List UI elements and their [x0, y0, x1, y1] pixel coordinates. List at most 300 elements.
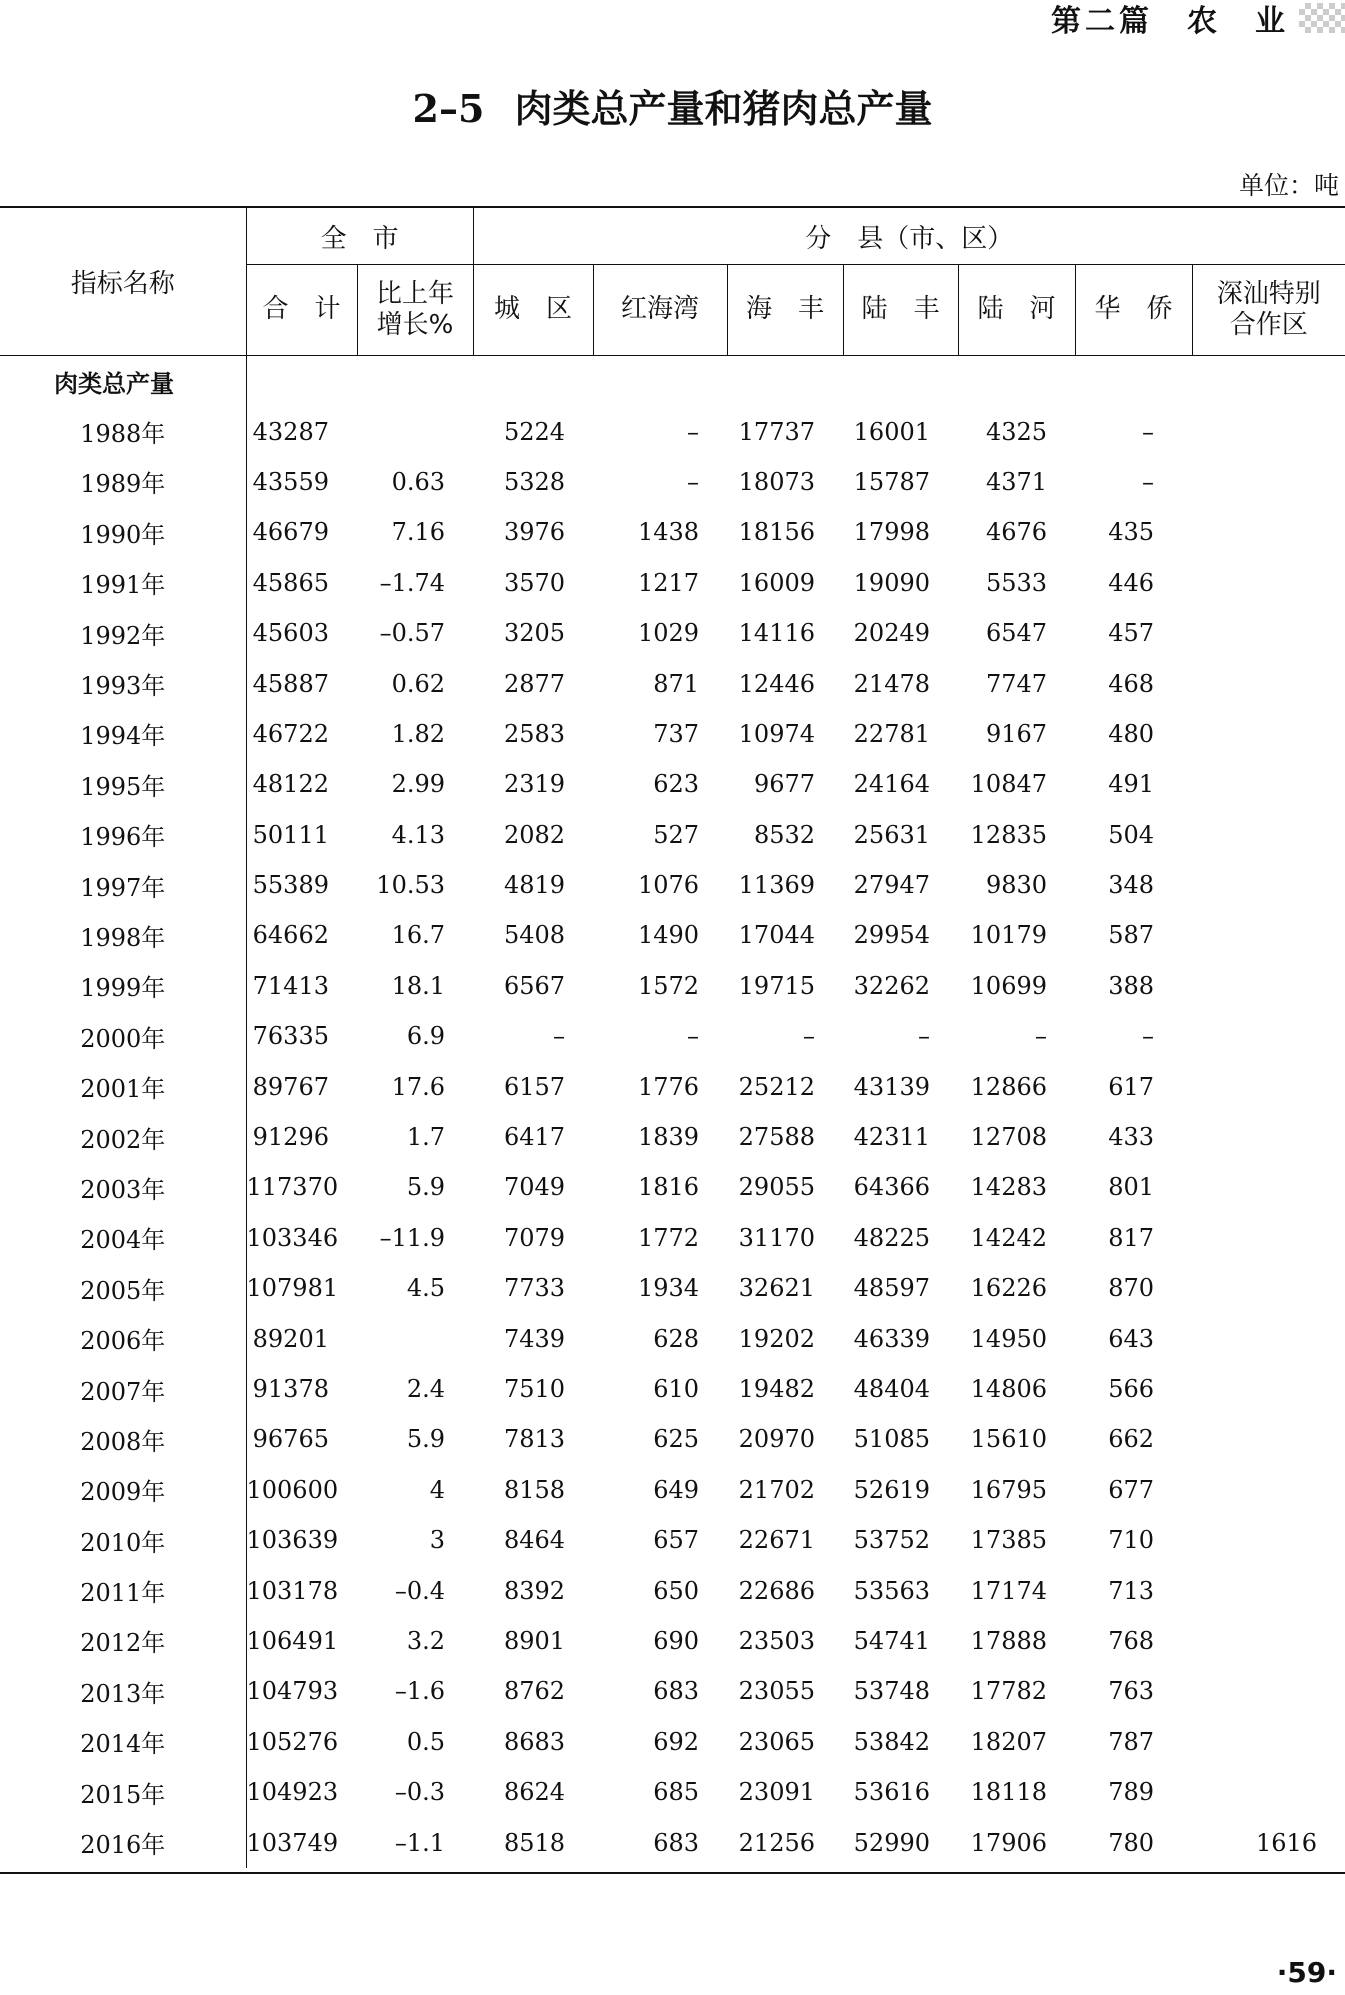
row-year: 1992年 — [0, 608, 246, 658]
cell-luhe: 17888 — [970, 1626, 1048, 1655]
cell-lufeng: 16001 — [853, 417, 931, 446]
cell-shanwei — [1192, 1364, 1345, 1414]
cell-huaqiao: – — [1142, 467, 1155, 496]
cell-huaqiao: – — [1142, 417, 1155, 446]
col-shanwei — [1192, 265, 1345, 356]
row-year: 1988年 — [0, 406, 246, 456]
cell-shanwei — [1192, 961, 1345, 1011]
cell-lufeng: 22781 — [853, 719, 931, 748]
cell-luhe: 17174 — [970, 1576, 1048, 1605]
col-growth-line1: 比上年 — [376, 278, 455, 309]
data-table — [0, 208, 1345, 1868]
section-header — [1051, 0, 1345, 39]
cell-shanwei — [1192, 558, 1345, 608]
cell-honghaiwan: 683 — [653, 1828, 700, 1857]
cell-luhe: 9830 — [985, 871, 1048, 900]
table-row — [0, 1263, 1345, 1313]
cell-shanwei — [1192, 1313, 1345, 1363]
cell-total: 103639 — [246, 1526, 339, 1555]
col-growth-line2: 增长% — [376, 310, 454, 340]
cell-luhe: 16795 — [970, 1475, 1048, 1504]
cell-haifeng: 16009 — [738, 568, 816, 597]
cell-total: 89767 — [252, 1072, 329, 1101]
row-year: 2002年 — [0, 1112, 246, 1162]
table-row — [0, 558, 1345, 608]
cell-huaqiao: 713 — [1108, 1576, 1155, 1605]
cell-honghaiwan: 1572 — [637, 971, 700, 1000]
cell-honghaiwan: 623 — [653, 770, 700, 799]
table-row — [0, 910, 1345, 960]
cell-huaqiao: 587 — [1108, 921, 1155, 950]
cell-haifeng: – — [803, 1022, 816, 1051]
cell-honghaiwan: 1076 — [637, 871, 700, 900]
cell-honghaiwan: – — [687, 1022, 700, 1051]
cell-growth: 3 — [429, 1526, 446, 1555]
cell-haifeng: 20970 — [738, 1425, 816, 1454]
cell-luhe: 18118 — [970, 1778, 1048, 1807]
cell-huaqiao: 643 — [1108, 1324, 1155, 1353]
cell-shanwei — [1192, 1011, 1345, 1061]
cell-huaqiao: 780 — [1108, 1828, 1155, 1857]
cell-total: 45603 — [252, 619, 329, 648]
section-row — [0, 356, 1345, 407]
cell-growth: 1.82 — [391, 719, 446, 748]
cell-haifeng: 9677 — [753, 770, 816, 799]
table-title: 肉类总产量和猪肉总产量 — [514, 86, 933, 131]
cell-lufeng: 52619 — [853, 1475, 931, 1504]
cell-chengqu: 8158 — [503, 1475, 566, 1504]
cell-chengqu: 2082 — [503, 820, 566, 849]
table-row — [0, 1162, 1345, 1212]
table-row — [0, 658, 1345, 708]
cell-growth: 4 — [429, 1475, 446, 1504]
cell-lufeng: 64366 — [853, 1173, 931, 1202]
cell-haifeng: 19482 — [738, 1375, 816, 1403]
table-row — [0, 1817, 1345, 1867]
col-chengqu: 城 区 — [473, 265, 593, 356]
cell-growth: 5.9 — [406, 1425, 446, 1454]
table-row — [0, 1717, 1345, 1767]
cell-chengqu: 8392 — [503, 1576, 566, 1605]
cell-honghaiwan: – — [687, 467, 700, 496]
cell-haifeng: 27588 — [738, 1123, 816, 1152]
cell-honghaiwan: 685 — [653, 1778, 700, 1807]
cell-chengqu: 7049 — [503, 1173, 566, 1202]
cell-huaqiao: 817 — [1108, 1223, 1155, 1252]
cell-lufeng: 52990 — [853, 1828, 931, 1857]
row-year: 2011年 — [0, 1565, 246, 1615]
cell-total: 46679 — [252, 518, 329, 547]
cell-growth: 3.2 — [406, 1626, 446, 1655]
cell-huaqiao: 480 — [1108, 719, 1155, 748]
cell-lufeng: 53752 — [853, 1526, 931, 1555]
cell-lufeng: – — [918, 1022, 931, 1051]
row-year: 1994年 — [0, 709, 246, 759]
cell-growth: 2.4 — [406, 1375, 446, 1403]
cell-chengqu: 7510 — [503, 1375, 566, 1403]
cell-lufeng: 53748 — [853, 1677, 931, 1706]
row-year: 2008年 — [0, 1414, 246, 1464]
cell-honghaiwan: 1934 — [637, 1274, 700, 1303]
cell-growth: –1.74 — [379, 568, 446, 597]
cell-huaqiao: 789 — [1108, 1778, 1155, 1807]
cell-total: 50111 — [252, 820, 329, 849]
cell-luhe: 14950 — [970, 1324, 1048, 1353]
cell-total: 43287 — [252, 417, 329, 446]
cell-honghaiwan: 650 — [653, 1576, 700, 1605]
cell-chengqu: 8464 — [503, 1526, 566, 1555]
cell-huaqiao: 457 — [1108, 619, 1155, 648]
cell-haifeng: 23055 — [738, 1677, 816, 1706]
cell-lufeng: 32262 — [853, 971, 931, 1000]
table-row — [0, 608, 1345, 658]
cell-haifeng: 21256 — [738, 1828, 816, 1857]
cell-lufeng: 48597 — [853, 1274, 931, 1303]
col-huaqiao: 华 侨 — [1075, 265, 1192, 356]
section-label: 第二篇 农 业 — [1051, 4, 1289, 39]
cell-lufeng: 54741 — [853, 1626, 931, 1655]
table-row — [0, 1465, 1345, 1515]
table-row — [0, 759, 1345, 809]
cell-shanwei: 1616 — [1255, 1828, 1318, 1857]
table-row — [0, 1767, 1345, 1817]
cell-shanwei — [1192, 1616, 1345, 1666]
cell-huaqiao: 491 — [1108, 770, 1155, 799]
table-row — [0, 860, 1345, 910]
cell-shanwei — [1192, 1515, 1345, 1565]
cell-luhe: 10847 — [970, 770, 1048, 799]
row-year: 2013年 — [0, 1666, 246, 1716]
cell-chengqu: 8901 — [503, 1626, 566, 1655]
cell-huaqiao: 662 — [1108, 1425, 1155, 1454]
cell-chengqu: 7079 — [503, 1223, 566, 1252]
cell-huaqiao: 446 — [1108, 568, 1155, 597]
cell-growth: 18.1 — [391, 971, 446, 1000]
cell-lufeng: 53616 — [853, 1778, 931, 1807]
col-growth — [357, 265, 473, 356]
cell-chengqu: 6157 — [503, 1072, 566, 1101]
table-row — [0, 1213, 1345, 1263]
cell-luhe: 4325 — [985, 417, 1048, 446]
cell-honghaiwan: 628 — [653, 1324, 700, 1353]
cell-honghaiwan: 871 — [653, 669, 700, 698]
table-row — [0, 457, 1345, 507]
cell-growth: 6.9 — [406, 1022, 446, 1051]
cell-shanwei — [1192, 709, 1345, 759]
cell-total: 76335 — [252, 1022, 329, 1051]
table-row — [0, 1112, 1345, 1162]
cell-honghaiwan: 1776 — [637, 1072, 700, 1101]
cell-shanwei — [1192, 810, 1345, 860]
cell-shanwei — [1192, 658, 1345, 708]
cell-total: 96765 — [252, 1425, 329, 1454]
cell-chengqu: 5328 — [503, 467, 566, 496]
cell-haifeng: 18073 — [738, 467, 816, 496]
row-year: 2015年 — [0, 1767, 246, 1817]
cell-honghaiwan: 649 — [653, 1475, 700, 1504]
cell-lufeng: 53842 — [853, 1727, 931, 1756]
cell-lufeng: 21478 — [853, 669, 931, 698]
cell-honghaiwan: 625 — [653, 1425, 700, 1454]
cell-honghaiwan: 737 — [653, 719, 700, 748]
cell-lufeng: 15787 — [853, 467, 931, 496]
cell-chengqu: 3205 — [503, 619, 566, 648]
cell-haifeng: 12446 — [738, 669, 816, 698]
cell-honghaiwan: 1217 — [637, 568, 700, 597]
cell-total: 45865 — [252, 568, 329, 597]
table-row — [0, 507, 1345, 557]
cell-honghaiwan: 1438 — [637, 518, 700, 547]
cell-growth: –0.4 — [394, 1576, 446, 1605]
cell-total: 103749 — [246, 1828, 339, 1857]
cell-total: 46722 — [252, 719, 329, 748]
table-row — [0, 1414, 1345, 1464]
cell-luhe: 12835 — [970, 820, 1048, 849]
cell-shanwei — [1192, 759, 1345, 809]
group-city: 全 市 — [246, 208, 473, 265]
cell-growth: 0.5 — [406, 1727, 446, 1756]
row-year: 2016年 — [0, 1817, 246, 1867]
cell-luhe: 15610 — [970, 1425, 1048, 1454]
row-year: 1989年 — [0, 457, 246, 507]
row-year: 2009年 — [0, 1465, 246, 1515]
cell-haifeng: 19202 — [738, 1324, 816, 1353]
cell-total: 89201 — [252, 1324, 329, 1353]
cell-growth: 0.62 — [391, 669, 446, 698]
cell-chengqu: 5408 — [503, 921, 566, 950]
cell-luhe: 14283 — [970, 1173, 1048, 1202]
cell-luhe: 12866 — [970, 1072, 1048, 1101]
row-year: 1991年 — [0, 558, 246, 608]
cell-huaqiao: 435 — [1108, 518, 1155, 547]
cell-shanwei — [1192, 1565, 1345, 1615]
cell-growth: 0.63 — [391, 467, 446, 496]
cell-shanwei — [1192, 1465, 1345, 1515]
cell-shanwei — [1192, 406, 1345, 456]
cell-huaqiao: 617 — [1108, 1072, 1155, 1101]
cell-haifeng: 8532 — [753, 820, 816, 849]
cell-huaqiao: 566 — [1108, 1375, 1155, 1403]
table-row — [0, 1061, 1345, 1111]
cell-total: 71413 — [252, 971, 329, 1000]
cell-total: 107981 — [246, 1274, 339, 1303]
cell-luhe: 9167 — [985, 719, 1048, 748]
cell-growth: –11.9 — [379, 1223, 446, 1252]
row-year: 1996年 — [0, 810, 246, 860]
table-row — [0, 1565, 1345, 1615]
cell-luhe: 10699 — [970, 971, 1048, 1000]
cell-haifeng: 17044 — [738, 921, 816, 950]
col-lufeng: 陆 丰 — [843, 265, 958, 356]
cell-haifeng: 29055 — [738, 1173, 816, 1202]
cell-growth: 7.16 — [391, 518, 446, 547]
row-year: 2001年 — [0, 1061, 246, 1111]
cell-haifeng: 21702 — [738, 1475, 816, 1504]
cell-huaqiao: 388 — [1108, 971, 1155, 1000]
cell-luhe: 4676 — [985, 518, 1048, 547]
cell-total: 105276 — [246, 1727, 339, 1756]
cell-shanwei — [1192, 860, 1345, 910]
cell-haifeng: 25212 — [738, 1072, 816, 1101]
cell-luhe: 14806 — [970, 1375, 1048, 1403]
table-row — [0, 1515, 1345, 1565]
cell-haifeng: 14116 — [738, 619, 816, 648]
cell-chengqu: 5224 — [503, 417, 566, 446]
cell-luhe: 10179 — [970, 921, 1048, 950]
cell-total: 91378 — [252, 1375, 329, 1403]
cell-total: 43559 — [252, 467, 329, 496]
cell-shanwei — [1192, 1061, 1345, 1111]
cell-chengqu: 2877 — [503, 669, 566, 698]
cell-honghaiwan: 1490 — [637, 921, 700, 950]
table-row — [0, 1313, 1345, 1363]
cell-huaqiao: 801 — [1108, 1173, 1155, 1202]
cell-total: 91296 — [252, 1123, 329, 1152]
cell-growth: –1.1 — [394, 1828, 446, 1857]
cell-chengqu: 4819 — [503, 871, 566, 900]
cell-growth: 4.13 — [391, 820, 446, 849]
cell-chengqu: 2319 — [503, 770, 566, 799]
cell-total: 106491 — [246, 1626, 339, 1655]
table-row — [0, 810, 1345, 860]
cell-chengqu: 6567 — [503, 971, 566, 1000]
cell-lufeng: 19090 — [853, 568, 931, 597]
cell-luhe: 7747 — [985, 669, 1048, 698]
cell-lufeng: 25631 — [853, 820, 931, 849]
cell-luhe: 17906 — [970, 1828, 1048, 1857]
cell-total: 48122 — [252, 770, 329, 799]
page-number: ·59· — [1276, 1956, 1337, 1989]
row-year: 1990年 — [0, 507, 246, 557]
row-year: 2014年 — [0, 1717, 246, 1767]
row-year: 2010年 — [0, 1515, 246, 1565]
cell-growth: 1.7 — [406, 1123, 446, 1152]
cell-lufeng: 27947 — [853, 871, 931, 900]
cell-luhe: – — [1035, 1022, 1048, 1051]
cell-chengqu: 6417 — [503, 1123, 566, 1152]
col-luhe: 陆 河 — [958, 265, 1075, 356]
cell-chengqu: – — [553, 1022, 566, 1051]
cell-haifeng: 22671 — [738, 1526, 816, 1555]
cell-lufeng: 48404 — [853, 1375, 931, 1403]
row-year: 2012年 — [0, 1616, 246, 1666]
cell-lufeng: 46339 — [853, 1324, 931, 1353]
cell-haifeng: 22686 — [738, 1576, 816, 1605]
cell-lufeng: 53563 — [853, 1576, 931, 1605]
cell-honghaiwan: 1029 — [637, 619, 700, 648]
cell-chengqu: 3570 — [503, 568, 566, 597]
row-year: 2004年 — [0, 1213, 246, 1263]
cell-haifeng: 23503 — [738, 1626, 816, 1655]
row-year: 1997年 — [0, 860, 246, 910]
cell-haifeng: 11369 — [738, 871, 816, 900]
cell-shanwei — [1192, 1162, 1345, 1212]
row-year: 1995年 — [0, 759, 246, 809]
cell-luhe: 4371 — [985, 467, 1048, 496]
cell-shanwei — [1192, 1213, 1345, 1263]
table-row — [0, 709, 1345, 759]
cell-huaqiao: – — [1142, 1022, 1155, 1051]
cell-huaqiao: 468 — [1108, 669, 1155, 698]
row-year: 2006年 — [0, 1313, 246, 1363]
cell-lufeng: 29954 — [853, 921, 931, 950]
page-title — [0, 78, 1345, 133]
cell-growth — [357, 1313, 473, 1363]
cell-lufeng: 51085 — [853, 1425, 931, 1454]
cell-chengqu: 7439 — [503, 1324, 566, 1353]
cell-lufeng: 17998 — [853, 518, 931, 547]
row-year: 2007年 — [0, 1364, 246, 1414]
cell-total: 64662 — [252, 921, 329, 950]
cell-shanwei — [1192, 1112, 1345, 1162]
cell-huaqiao: 348 — [1108, 871, 1155, 900]
col-shanwei-line1: 深汕特别 — [1216, 278, 1321, 309]
cell-luhe: 12708 — [970, 1123, 1048, 1152]
cell-shanwei — [1192, 1717, 1345, 1767]
cell-shanwei — [1192, 608, 1345, 658]
cell-haifeng: 23091 — [738, 1778, 816, 1807]
table-row — [0, 1616, 1345, 1666]
cell-total: 117370 — [246, 1173, 339, 1202]
cell-luhe: 16226 — [970, 1274, 1048, 1303]
col-haifeng: 海 丰 — [727, 265, 843, 356]
row-header: 指标名称 — [0, 208, 246, 356]
cell-haifeng: 17737 — [738, 417, 816, 446]
cell-luhe: 17782 — [970, 1677, 1048, 1706]
cell-luhe: 6547 — [985, 619, 1048, 648]
cell-chengqu: 2583 — [503, 719, 566, 748]
unit-label: 单位：吨 — [1238, 171, 1339, 200]
col-honghaiwan: 红海湾 — [593, 265, 727, 356]
cell-luhe: 14242 — [970, 1223, 1048, 1252]
cell-shanwei — [1192, 507, 1345, 557]
cell-honghaiwan: 1772 — [637, 1223, 700, 1252]
cell-honghaiwan: – — [687, 417, 700, 446]
cell-total: 55389 — [252, 871, 329, 900]
cell-growth — [357, 406, 473, 456]
cell-huaqiao: 768 — [1108, 1626, 1155, 1655]
cell-huaqiao: 677 — [1108, 1475, 1155, 1504]
cell-chengqu: 8518 — [503, 1828, 566, 1857]
table-row — [0, 1364, 1345, 1414]
table-row — [0, 1666, 1345, 1716]
cell-luhe: 5533 — [985, 568, 1048, 597]
cell-total: 100600 — [246, 1475, 339, 1504]
row-year: 2003年 — [0, 1162, 246, 1212]
cell-honghaiwan: 690 — [653, 1626, 700, 1655]
col-total: 合 计 — [246, 265, 357, 356]
cell-growth: 5.9 — [406, 1173, 446, 1202]
cell-chengqu: 7733 — [503, 1274, 566, 1303]
table-number: 2–5 — [412, 86, 485, 131]
cell-honghaiwan: 610 — [653, 1375, 700, 1403]
cell-growth: 4.5 — [406, 1274, 446, 1303]
cell-shanwei — [1192, 457, 1345, 507]
cell-total: 104923 — [246, 1778, 339, 1807]
cell-shanwei — [1192, 1666, 1345, 1716]
cell-huaqiao: 787 — [1108, 1727, 1155, 1756]
cell-growth: 2.99 — [391, 770, 446, 799]
cell-lufeng: 24164 — [853, 770, 931, 799]
bottom-rule — [0, 1872, 1345, 1874]
cell-honghaiwan: 1839 — [637, 1123, 700, 1152]
cell-haifeng: 18156 — [738, 518, 816, 547]
cell-growth: 17.6 — [391, 1072, 446, 1101]
row-year: 2000年 — [0, 1011, 246, 1061]
cell-lufeng: 43139 — [853, 1072, 931, 1101]
cell-honghaiwan: 657 — [653, 1526, 700, 1555]
cell-lufeng: 42311 — [853, 1123, 931, 1152]
